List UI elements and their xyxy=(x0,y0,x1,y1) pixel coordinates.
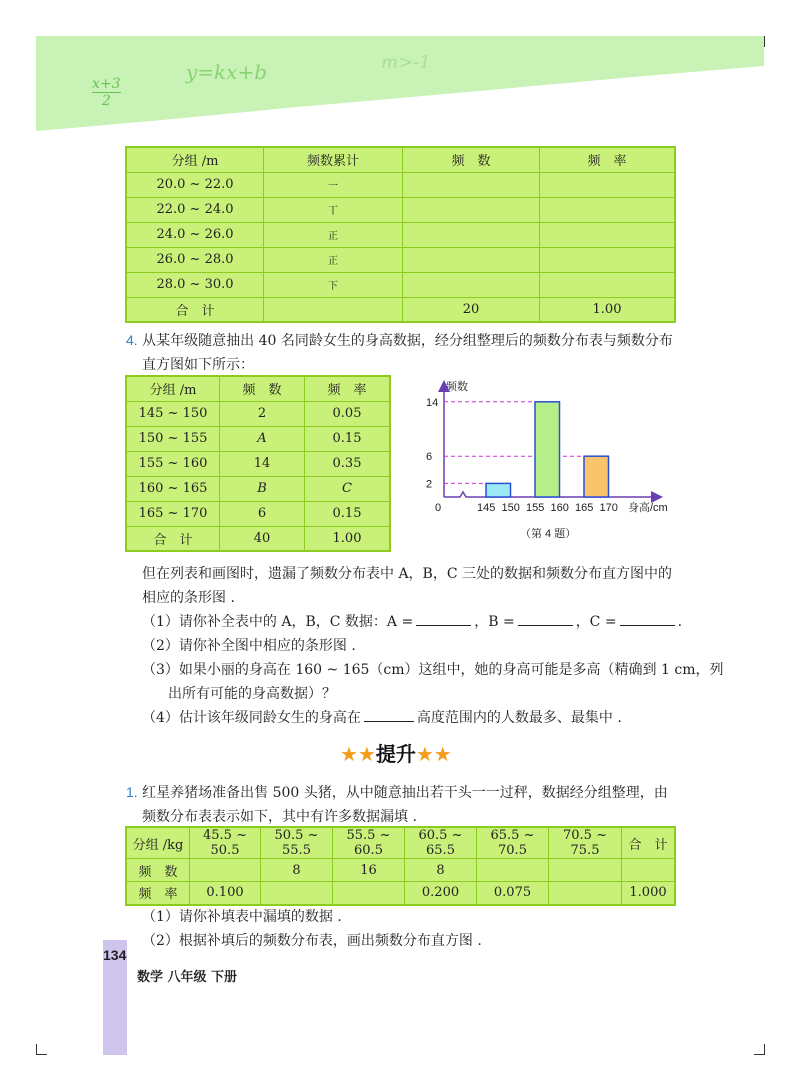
q4-sub1-text: （1）请你补全表中的 A，B，C 数据：A = xyxy=(142,614,414,630)
q1-line1-text: 红星养猪场准备出售 500 头猪，从中随意抽出若干头一一过秤，数据经分组整理，由 xyxy=(142,785,668,801)
table-row xyxy=(126,272,675,297)
heights-cell: A xyxy=(220,426,305,451)
heights-cell: 0.05 xyxy=(305,401,391,426)
q4-sub2: （2）请你补全图中相应的条形图 . xyxy=(142,638,356,654)
q1-sub1: （1）请你补填表中漏填的数据 . xyxy=(142,909,342,925)
q4-line1-text: 从某年级随意抽出 40 名同龄女生的身高数据，经分组整理后的频数分布表与频数分布 xyxy=(142,333,673,349)
tally-mark: 正 xyxy=(264,247,403,272)
q1-number: 1. xyxy=(126,784,138,800)
table1-cell xyxy=(540,272,676,297)
weights-cell xyxy=(622,859,676,882)
chart-xlabel: 身高/cm xyxy=(628,502,668,514)
y-tick-label: 2 xyxy=(426,478,433,491)
q4-sub3-line1: （3）如果小丽的身高在 160 ~ 165（cm）这组中，她的身高可能是多高（精确到 1 cm，列 xyxy=(142,662,724,678)
table1-header: 频数累计 xyxy=(264,147,403,172)
table-row xyxy=(126,297,675,322)
heights-header: 分组 /m xyxy=(126,376,220,401)
q4-sub1-b: ，B = xyxy=(474,614,515,630)
q4-sub4-text: （4）估计该年级同龄女生的身高在 xyxy=(142,710,361,726)
weights-cell: 频 率 xyxy=(126,882,190,905)
table1-cell: 20 xyxy=(403,297,540,322)
heights-cell: 160 ~ 165 xyxy=(126,476,220,501)
table1-cell xyxy=(403,197,540,222)
tally-mark: 正 xyxy=(264,222,403,247)
histogram-bar xyxy=(584,456,609,497)
y-tick-label: 14 xyxy=(426,396,439,409)
page-number: 134 xyxy=(103,947,127,963)
table-row xyxy=(126,247,675,272)
header-banner xyxy=(36,36,764,136)
weights-header: 45.5 ~ 50.5 xyxy=(190,827,261,859)
histogram-bar xyxy=(486,483,511,497)
frequency-table-heights xyxy=(125,375,391,552)
x-tick-label: 155 xyxy=(526,502,545,514)
table1-cell xyxy=(403,172,540,197)
table1-cell: 26.0 ~ 28.0 xyxy=(126,247,264,272)
q1-sub2: （2）根据补填后的频数分布表，画出频数分布直方图 . xyxy=(142,933,482,949)
table1-cell: 1.00 xyxy=(540,297,676,322)
weights-cell: 频 数 xyxy=(126,859,190,882)
q4-sub3-line2: 出所有可能的身高数据）？ xyxy=(168,686,336,702)
q4-para-line2: 相应的条形图 . xyxy=(142,590,235,606)
table1-cell xyxy=(403,222,540,247)
answer-blank-range[interactable] xyxy=(364,709,414,722)
frequency-table-1 xyxy=(125,146,676,323)
answer-blank-b[interactable] xyxy=(518,613,573,626)
heights-cell: 6 xyxy=(220,501,305,526)
table-row xyxy=(126,451,390,476)
y-tick-label: 6 xyxy=(426,451,433,464)
tally-mark: 下 xyxy=(264,272,403,297)
weights-cell: 0.100 xyxy=(190,882,261,905)
table-row xyxy=(126,401,390,426)
weights-header: 55.5 ~ 60.5 xyxy=(333,827,405,859)
table-row xyxy=(126,859,675,882)
table1-header: 频 率 xyxy=(540,147,676,172)
banner-formula-line: y=kx+b xyxy=(186,60,268,84)
heights-header: 频 数 xyxy=(220,376,305,401)
answer-blank-c[interactable] xyxy=(620,613,675,626)
q4-number: 4. xyxy=(126,332,138,348)
crop-mark-br xyxy=(754,1044,765,1055)
table1-cell: 24.0 ~ 26.0 xyxy=(126,222,264,247)
table-row xyxy=(126,222,675,247)
weights-cell: 8 xyxy=(261,859,333,882)
weights-cell: 16 xyxy=(333,859,405,882)
banner-shape xyxy=(36,36,764,136)
chart-caption: （第 4 题） xyxy=(520,528,577,540)
histogram-chart xyxy=(420,375,680,545)
heights-cell: B xyxy=(220,476,305,501)
frequency-table-weights xyxy=(125,826,676,906)
weights-cell xyxy=(261,882,333,905)
x-tick-label: 165 xyxy=(575,502,594,514)
table-row xyxy=(126,426,390,451)
chart-ylabel: 频数 xyxy=(446,381,468,393)
table1-header: 分组 /m xyxy=(126,147,264,172)
banner-formula-fraction: x+3 2 xyxy=(92,76,121,109)
answer-blank-a[interactable] xyxy=(416,613,471,626)
weights-cell xyxy=(549,859,622,882)
table1-cell: 合 计 xyxy=(126,297,264,322)
q4-stem-line2: 直方图如下所示： xyxy=(142,357,254,373)
table1-cell xyxy=(403,272,540,297)
table-row xyxy=(126,476,390,501)
table-row xyxy=(126,882,675,905)
heights-header: 频 率 xyxy=(305,376,391,401)
heights-cell: 150 ~ 155 xyxy=(126,426,220,451)
section-label: 提升 xyxy=(375,742,416,766)
table1-cell xyxy=(403,247,540,272)
weights-header: 65.5 ~ 70.5 xyxy=(477,827,549,859)
weights-cell: 1.000 xyxy=(622,882,676,905)
q4-sub4-tail: 高度范围内的人数最多、最集中 . xyxy=(416,710,622,726)
q1-stem-line2: 频数分布表表示如下，其中有许多数据漏填 . xyxy=(142,809,417,825)
heights-cell: 0.35 xyxy=(305,451,391,476)
table1-cell xyxy=(540,222,676,247)
table1-cell: 20.0 ~ 22.0 xyxy=(126,172,264,197)
table1-cell: 22.0 ~ 24.0 xyxy=(126,197,264,222)
q4-sub1-end: . xyxy=(677,614,683,630)
q4-sub1 xyxy=(142,611,682,631)
heights-cell: C xyxy=(305,476,391,501)
weights-header: 50.5 ~ 55.5 xyxy=(261,827,333,859)
table1-cell xyxy=(540,247,676,272)
weights-header: 60.5 ~ 65.5 xyxy=(405,827,477,859)
q4-para-line1: 但在列表和画图时，遗漏了频数分布表中 A，B，C 三处的数据和频数分布直方图中的 xyxy=(142,566,673,582)
weights-cell xyxy=(477,859,549,882)
heights-cell: 1.00 xyxy=(305,526,391,551)
x-tick-label: 160 xyxy=(550,502,569,514)
origin-label: 0 xyxy=(435,502,442,514)
stars-right-icon: ★★ xyxy=(415,742,452,766)
heights-cell: 合 计 xyxy=(126,526,220,551)
stars-left-icon: ★★ xyxy=(340,742,376,766)
table1-cell xyxy=(540,197,676,222)
section-title xyxy=(340,738,452,767)
x-tick-label: 170 xyxy=(599,502,618,514)
table1-header: 频 数 xyxy=(403,147,540,172)
table1-cell xyxy=(264,297,403,322)
crop-mark-bl xyxy=(36,1044,47,1055)
q4-stem-line1 xyxy=(126,330,673,350)
q4-sub4 xyxy=(142,707,622,727)
weights-cell xyxy=(549,882,622,905)
tally-mark: 丅 xyxy=(264,197,403,222)
table1-cell xyxy=(540,172,676,197)
weights-cell: 0.075 xyxy=(477,882,549,905)
book-footer: 数学 八年级 下册 xyxy=(137,970,238,985)
table-row xyxy=(126,197,675,222)
heights-cell: 165 ~ 170 xyxy=(126,501,220,526)
histogram-bar xyxy=(535,402,560,497)
table-row xyxy=(126,172,675,197)
x-tick-label: 145 xyxy=(477,502,496,514)
weights-header: 合 计 xyxy=(622,827,676,859)
heights-cell: 2 xyxy=(220,401,305,426)
q4-sub1-c: ，C = xyxy=(575,614,617,630)
heights-cell: 40 xyxy=(220,526,305,551)
weights-header: 70.5 ~ 75.5 xyxy=(549,827,622,859)
weights-cell: 8 xyxy=(405,859,477,882)
x-tick-label: 150 xyxy=(501,502,520,514)
weights-cell xyxy=(190,859,261,882)
heights-cell: 0.15 xyxy=(305,426,391,451)
tally-mark: 一 xyxy=(264,172,403,197)
weights-cell xyxy=(333,882,405,905)
weights-header: 分组 /kg xyxy=(126,827,190,859)
heights-cell: 145 ~ 150 xyxy=(126,401,220,426)
banner-formula-ineq: m>-1 xyxy=(381,52,431,73)
table1-cell: 28.0 ~ 30.0 xyxy=(126,272,264,297)
table-row xyxy=(126,526,390,551)
q1-stem-line1 xyxy=(126,782,668,802)
heights-cell: 155 ~ 160 xyxy=(126,451,220,476)
heights-cell: 14 xyxy=(220,451,305,476)
heights-cell: 0.15 xyxy=(305,501,391,526)
table-row xyxy=(126,501,390,526)
weights-cell: 0.200 xyxy=(405,882,477,905)
